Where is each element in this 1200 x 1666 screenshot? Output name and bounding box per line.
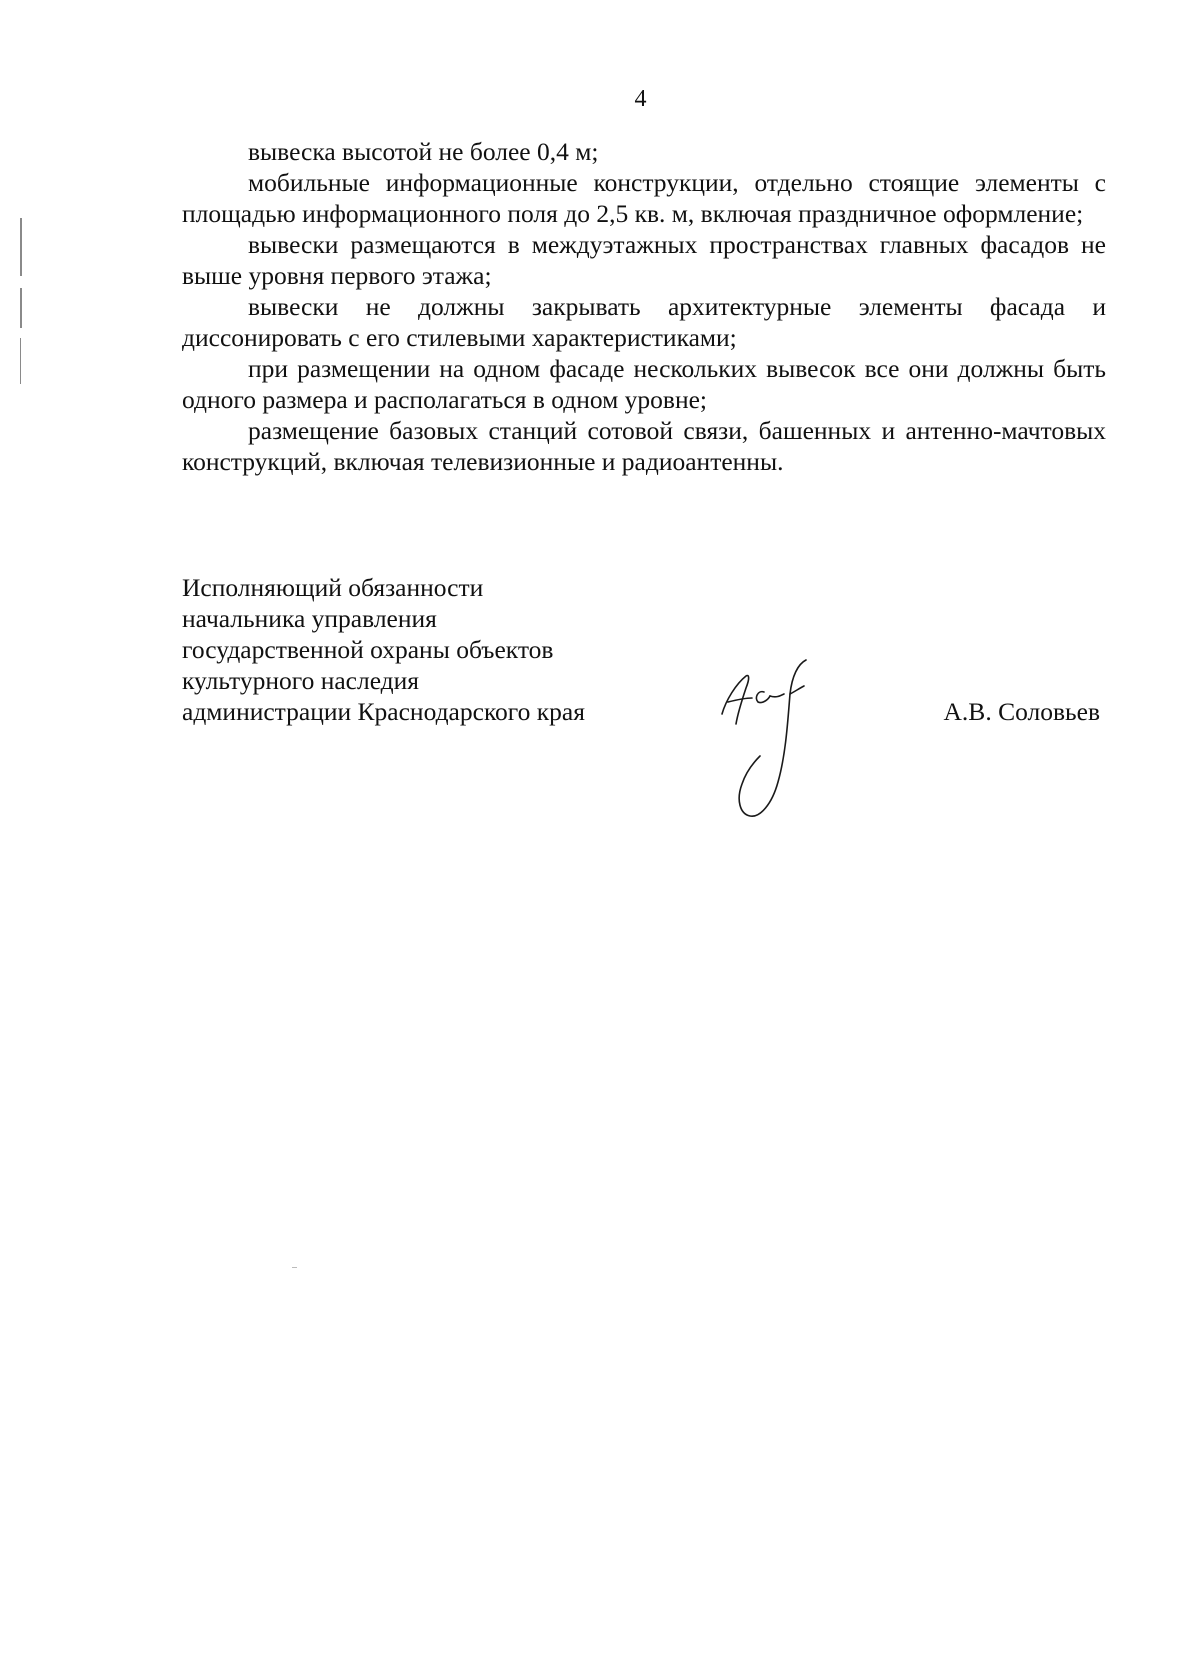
paragraph-6: размещение базовых станций сотовой связи, башенных и антенно-мачтовых конструкций, включая телевизионные и радиоантенны. — [182, 416, 1106, 476]
position-line: Исполняющий обязанности — [182, 573, 484, 602]
paragraph-2: мобильные информационные конструкции, отдельно стоящие элементы с площадью информационного поля до 2,5 кв. м, включая праздничное оформление; — [182, 168, 1106, 228]
position-line: администрации Краснодарского края — [182, 697, 585, 726]
handwritten-signature-icon — [716, 658, 838, 822]
scan-edge-mark — [20, 288, 22, 328]
signatory-position — [182, 572, 642, 727]
body-text — [182, 136, 1106, 477]
signatory-name: А.В. Соловьев — [943, 697, 1100, 726]
paragraph-4: вывески не должны закрывать архитектурные элементы фасада и диссонировать с его стилевыми характеристиками; — [182, 292, 1106, 352]
paragraph-1: вывеска высотой не более 0,4 м; — [248, 137, 599, 166]
scan-dust-mark — [292, 1267, 297, 1268]
position-line: начальника управления — [182, 604, 437, 633]
scan-edge-mark — [20, 338, 21, 384]
page-number: 4 — [634, 86, 647, 112]
scan-edge-mark — [20, 218, 22, 276]
position-line: государственной охраны объектов — [182, 635, 554, 664]
paragraph-3: вывески размещаются в междуэтажных пространствах главных фасадов не выше уровня первого этажа; — [182, 230, 1106, 290]
paragraph-5: при размещении на одном фасаде нескольких вывесок все они должны быть одного размера и располагаться в одном уровне; — [182, 354, 1106, 414]
position-line: культурного наследия — [182, 666, 420, 695]
